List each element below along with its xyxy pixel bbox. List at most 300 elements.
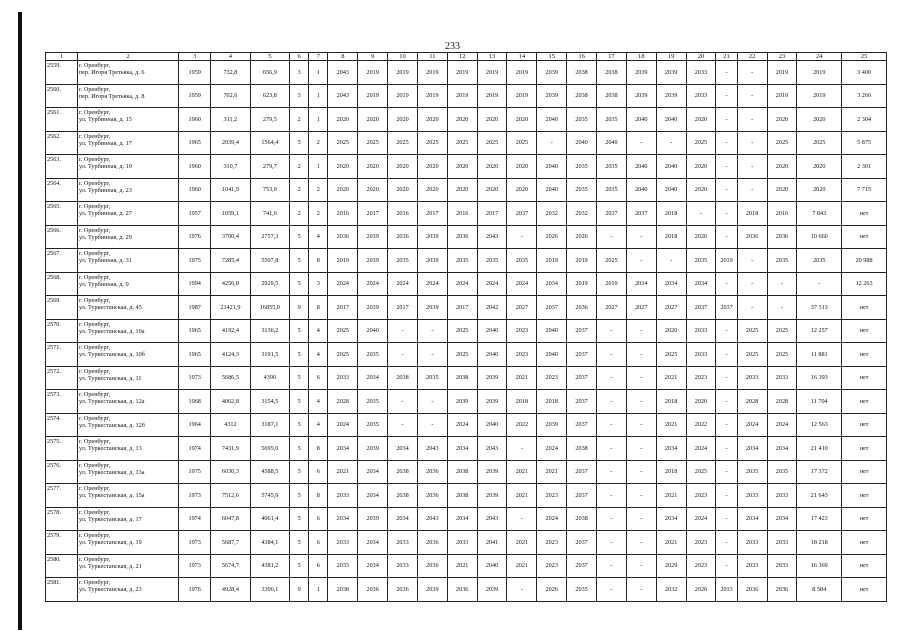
address-street: ул. Туркестанская, д. 11 (78, 374, 142, 382)
column-header: 15 (537, 53, 567, 61)
data-cell: 2040 (358, 319, 388, 343)
address-city: г. Оренбург, (78, 156, 111, 163)
column-header: 19 (656, 53, 686, 61)
data-cell: 2020 (767, 178, 797, 202)
data-cell: 1041,9 (211, 178, 250, 202)
data-cell: 732,8 (211, 61, 250, 85)
data-cell: 2033 (328, 484, 358, 508)
data-cell: 2026 (686, 225, 716, 249)
data-cell: 2039 (477, 484, 507, 508)
data-cell: 16855,0 (250, 296, 289, 320)
data-cell: 17 423 (797, 507, 842, 531)
data-cell: 2035 (767, 460, 797, 484)
data-cell: 2043 (477, 225, 507, 249)
data-cell: 4192,4 (211, 319, 250, 343)
data-cell: 5 (290, 319, 309, 343)
data-cell: 16 369 (797, 554, 842, 578)
data-cell: 2019 (507, 61, 537, 85)
data-cell: 4 (309, 343, 328, 367)
data-cell: - (597, 390, 627, 414)
address-city: г. Оренбург, (78, 344, 111, 351)
data-cell: 3700,4 (211, 225, 250, 249)
data-cell: 2038 (388, 460, 418, 484)
data-cell: 5695,0 (250, 437, 289, 461)
data-cell: 2035 (597, 155, 627, 179)
address-city: г. Оренбург, (78, 109, 111, 116)
data-cell: 8 (309, 296, 328, 320)
data-cell: 7285,4 (211, 249, 250, 273)
data-cell: 2034 (626, 272, 656, 296)
address-city: г. Оренбург, (78, 438, 111, 445)
data-cell: 1994 (179, 272, 211, 296)
data-cell: нет (842, 225, 887, 249)
data-cell: 2043 (417, 507, 447, 531)
data-cell: 5687,7 (211, 531, 250, 555)
data-cell: 2040 (537, 319, 567, 343)
table-row (46, 319, 887, 343)
data-cell: 2026 (537, 225, 567, 249)
address-cell (77, 413, 178, 437)
row-number: 2571. (46, 343, 78, 367)
data-cell: - (797, 272, 842, 296)
data-cell: 2020 (447, 178, 477, 202)
row-number: 2564. (46, 178, 78, 202)
data-cell: 2036 (388, 578, 418, 602)
data-cell: - (626, 437, 656, 461)
data-cell: 2023 (507, 319, 537, 343)
data-cell: 2020 (797, 178, 842, 202)
data-cell: 2020 (358, 108, 388, 132)
data-cell: 1 (309, 61, 328, 85)
data-cell: 2040 (656, 108, 686, 132)
data-cell: - (716, 155, 737, 179)
address-city: г. Оренбург, (78, 532, 111, 539)
row-number: 2579. (46, 531, 78, 555)
data-cell: 6 (309, 531, 328, 555)
data-cell: 4062,8 (211, 390, 250, 414)
data-cell: 2027 (626, 296, 656, 320)
data-cell: 2020 (447, 155, 477, 179)
column-header: 17 (597, 53, 627, 61)
data-cell: 3 400 (842, 61, 887, 85)
data-cell: 2036 (388, 225, 418, 249)
data-cell: 2039 (358, 249, 388, 273)
data-cell: 279,5 (250, 108, 289, 132)
data-cell: 2021 (447, 554, 477, 578)
data-cell: 21421,9 (211, 296, 250, 320)
address-cell (77, 249, 178, 273)
data-cell: 2038 (567, 84, 597, 108)
data-cell: 2040 (537, 155, 567, 179)
address-city: г. Оренбург, (78, 579, 111, 586)
address-city: г. Оренбург, (78, 508, 111, 516)
address-street: ул. Туркестанская, д. 12а (78, 398, 145, 405)
data-cell: 2018 (656, 390, 686, 414)
data-cell: 2016 (767, 202, 797, 226)
data-cell: 2020 (507, 155, 537, 179)
data-cell: 1 (309, 108, 328, 132)
data-cell: 2020 (388, 178, 418, 202)
data-cell: 2021 (507, 366, 537, 390)
data-cell: - (737, 61, 767, 85)
row-number: 2569. (46, 296, 78, 320)
data-cell: 2019 (767, 61, 797, 85)
data-cell: 2024 (686, 507, 716, 531)
data-cell: 2036 (447, 225, 477, 249)
address-city: г. Оренбург, (78, 62, 111, 69)
data-cell: 2037 (507, 202, 537, 226)
data-cell: 8 (309, 484, 328, 508)
data-cell: - (716, 437, 737, 461)
data-cell: нет (842, 578, 887, 602)
data-cell: 2025 (358, 131, 388, 155)
data-cell: 6 (309, 460, 328, 484)
data-cell: 2023 (507, 343, 537, 367)
data-cell: 2035 (767, 249, 797, 273)
address-street: ул. Турбинная, д. 15 (78, 116, 132, 123)
address-street: ул. Турбинная, д. 19 (78, 163, 132, 170)
data-cell: 2017 (447, 296, 477, 320)
data-cell: 2032 (656, 578, 686, 602)
data-cell: 2035 (388, 249, 418, 273)
data-cell: 2024 (477, 272, 507, 296)
table-row (46, 578, 887, 602)
data-cell: - (417, 343, 447, 367)
data-cell: 2024 (447, 272, 477, 296)
data-cell: 4928,4 (211, 578, 250, 602)
data-cell: 279,7 (250, 155, 289, 179)
data-cell: 5 (290, 390, 309, 414)
data-cell: - (716, 531, 737, 555)
data-cell: 2025 (388, 131, 418, 155)
table-body (46, 53, 887, 602)
data-cell: нет (842, 484, 887, 508)
address-street: ул. Туркестанская, д. 17 (78, 515, 142, 523)
table-row (46, 437, 887, 461)
data-cell: 2019 (417, 61, 447, 85)
data-cell: 2035 (417, 366, 447, 390)
data-cell: 1975 (179, 249, 211, 273)
data-cell: - (626, 319, 656, 343)
data-cell: 2039 (417, 249, 447, 273)
data-cell: нет (842, 437, 887, 461)
data-cell: 2023 (686, 366, 716, 390)
data-cell: - (737, 84, 767, 108)
data-cell: 2 (290, 202, 309, 226)
data-cell: - (388, 343, 418, 367)
data-cell: - (626, 225, 656, 249)
data-cell: 1960 (179, 155, 211, 179)
address-cell (77, 507, 178, 531)
column-header: 6 (290, 53, 309, 61)
data-cell: 2039 (477, 578, 507, 602)
data-cell: 2025 (328, 319, 358, 343)
data-cell: 1957 (179, 202, 211, 226)
data-cell: 310,7 (211, 155, 250, 179)
data-cell: - (656, 249, 686, 273)
column-header: 20 (686, 53, 716, 61)
data-cell: - (388, 390, 418, 414)
data-cell: 11 704 (797, 390, 842, 414)
row-number: 2565. (46, 202, 78, 226)
data-cell: 2036 (417, 460, 447, 484)
address-city: г. Оренбург, (78, 226, 111, 234)
data-cell: 2033 (767, 554, 797, 578)
data-cell: 2024 (686, 437, 716, 461)
table-row (46, 155, 887, 179)
data-cell: 2019 (388, 61, 418, 85)
data-cell: 2040 (477, 343, 507, 367)
data-cell: 2033 (328, 554, 358, 578)
data-cell: 18 218 (797, 531, 842, 555)
data-cell: 4381,2 (250, 554, 289, 578)
data-cell: - (626, 390, 656, 414)
data-cell: 2035 (597, 178, 627, 202)
data-cell: нет (842, 531, 887, 555)
data-cell: 2757,3 (250, 225, 289, 249)
data-cell: 2025 (767, 131, 797, 155)
data-cell: 5 (290, 131, 309, 155)
data-cell: 2027 (656, 296, 686, 320)
data-cell: 2033 (686, 61, 716, 85)
address-city: г. Оренбург, (78, 297, 111, 304)
table-row (46, 390, 887, 414)
data-cell: 8 (309, 437, 328, 461)
data-cell: 2020 (686, 155, 716, 179)
data-cell: 2034 (767, 507, 797, 531)
data-cell: 12 563 (797, 413, 842, 437)
data-cell: 2027 (507, 296, 537, 320)
data-cell: 2026 (537, 578, 567, 602)
data-cell: 2019 (567, 249, 597, 273)
data-cell: 2020 (388, 108, 418, 132)
data-cell: 2019 (477, 61, 507, 85)
data-cell: 2036 (328, 225, 358, 249)
data-cell: 2023 (686, 484, 716, 508)
data-cell: 5 (290, 413, 309, 437)
data-cell: нет (842, 390, 887, 414)
data-cell: 2039 (626, 61, 656, 85)
row-number: 2573. (46, 390, 78, 414)
data-cell: 2024 (328, 272, 358, 296)
data-cell: 2020 (328, 108, 358, 132)
data-cell: 5674,7 (211, 554, 250, 578)
data-cell: 2034 (737, 437, 767, 461)
data-cell: 1959 (179, 61, 211, 85)
data-cell: 2038 (597, 84, 627, 108)
data-cell: 2019 (447, 84, 477, 108)
data-cell: 12 257 (797, 319, 842, 343)
data-cell: 2033 (767, 484, 797, 508)
data-cell: 2021 (656, 413, 686, 437)
data-cell: 2035 (358, 343, 388, 367)
data-cell: 2039 (626, 84, 656, 108)
address-street: ул. Турбинная, д. 31 (78, 257, 132, 264)
data-cell: 2034 (388, 507, 418, 531)
data-cell: - (597, 554, 627, 578)
data-cell: 2040 (537, 343, 567, 367)
data-cell: 2033 (686, 319, 716, 343)
data-cell: - (537, 131, 567, 155)
data-cell: 2037 (567, 390, 597, 414)
address-street: ул. Туркестанская, д. 13а (78, 468, 145, 476)
data-cell: 2019 (767, 84, 797, 108)
data-cell: 2016 (388, 202, 418, 226)
data-cell: 2018 (537, 390, 567, 414)
data-cell: 12 263 (842, 272, 887, 296)
header-row (46, 53, 887, 61)
data-cell: 1974 (179, 437, 211, 461)
data-cell: 2034 (656, 437, 686, 461)
data-cell: 5686,5 (211, 366, 250, 390)
data-cell: 5 (290, 554, 309, 578)
data-cell: 2037 (567, 413, 597, 437)
data-cell: нет (842, 296, 887, 320)
data-cell: 2020 (417, 178, 447, 202)
data-cell: - (716, 178, 737, 202)
column-header: 8 (328, 53, 358, 61)
page-number: 233 (445, 41, 460, 52)
address-city: г. Оренбург, (78, 273, 111, 281)
data-cell: 2038 (567, 507, 597, 531)
data-cell: 2018 (656, 460, 686, 484)
row-number: 2572. (46, 366, 78, 390)
data-cell: - (716, 84, 737, 108)
data-cell: - (507, 507, 537, 531)
data-cell: 2034 (656, 507, 686, 531)
row-number: 2568. (46, 272, 78, 296)
row-number: 2563. (46, 155, 78, 179)
data-cell: 6 (309, 554, 328, 578)
address-street: ул. Туркестанская, д. 45 (78, 304, 142, 311)
data-cell: 2034 (358, 484, 388, 508)
address-cell (77, 84, 178, 108)
address-street: ул. Турбинная, д. 27 (78, 210, 132, 217)
data-cell: - (417, 319, 447, 343)
data-cell: 1965 (179, 131, 211, 155)
data-cell: - (716, 484, 737, 508)
data-cell: 2042 (477, 296, 507, 320)
data-cell: 4061,4 (250, 507, 289, 531)
data-cell: 2024 (417, 272, 447, 296)
data-cell: - (597, 366, 627, 390)
data-cell: 1 (309, 84, 328, 108)
column-header: 1 (46, 53, 78, 61)
data-cell: 2025 (447, 343, 477, 367)
table-row (46, 131, 887, 155)
data-cell: 4256,8 (211, 272, 250, 296)
data-cell: - (626, 507, 656, 531)
data-cell: 2038 (388, 484, 418, 508)
address-cell (77, 554, 178, 578)
data-cell: - (716, 343, 737, 367)
data-cell: 5 (290, 460, 309, 484)
data-cell: 2041 (477, 531, 507, 555)
data-cell: 2023 (537, 554, 567, 578)
address-street: ул. Туркестанская, д. 21 (78, 562, 142, 570)
address-street: ул. Турбинная, д. 23 (78, 186, 132, 194)
data-cell: 2020 (388, 155, 418, 179)
data-cell: - (737, 178, 767, 202)
data-cell: 20 988 (842, 249, 887, 273)
column-header: 2 (77, 53, 178, 61)
data-cell: 3 (309, 272, 328, 296)
data-cell: - (388, 319, 418, 343)
address-street: ул. Туркестанская, д. 12б (78, 421, 145, 429)
data-cell: 2025 (767, 343, 797, 367)
data-cell: 2018 (656, 225, 686, 249)
address-cell (77, 61, 178, 85)
data-cell: 2039 (537, 84, 567, 108)
data-cell: 2020 (507, 178, 537, 202)
data-cell: 2025 (507, 131, 537, 155)
data-cell: 2035 (797, 249, 842, 273)
data-cell: 2037 (686, 296, 716, 320)
data-cell: 2033 (686, 84, 716, 108)
data-cell: 753,0 (250, 178, 289, 202)
address-street: ул. Туркестанская, д. 15а (78, 492, 145, 499)
table-row (46, 108, 887, 132)
data-cell: 2036 (417, 554, 447, 578)
data-cell: 2019 (507, 84, 537, 108)
data-cell: 2019 (447, 61, 477, 85)
data-cell: 2036 (417, 484, 447, 508)
data-cell: 2019 (567, 272, 597, 296)
data-cell: 2040 (626, 178, 656, 202)
data-cell: 2017 (477, 202, 507, 226)
data-cell: 3154,5 (250, 390, 289, 414)
data-cell: 2033 (767, 531, 797, 555)
data-cell: 9 (290, 578, 309, 602)
table-row (46, 460, 887, 484)
data-cell: 4 (309, 413, 328, 437)
data-cell: 1973 (179, 554, 211, 578)
data-cell: 2039 (447, 390, 477, 414)
data-cell: 1987 (179, 296, 211, 320)
address-city: г. Оренбург, (78, 414, 111, 422)
data-cell: 2021 (328, 460, 358, 484)
data-cell: 3306,1 (250, 578, 289, 602)
address-city: г. Оренбург, (78, 85, 111, 93)
data-cell: 2037 (597, 202, 627, 226)
data-cell: 1974 (179, 507, 211, 531)
data-cell: 2033 (737, 366, 767, 390)
data-cell: 2034 (328, 507, 358, 531)
data-cell: 2040 (537, 178, 567, 202)
data-cell: 2039 (477, 366, 507, 390)
data-cell: 2023 (686, 554, 716, 578)
data-cell: 2025 (656, 343, 686, 367)
data-cell: 4 (309, 390, 328, 414)
data-cell: 2025 (328, 343, 358, 367)
row-number: 2570. (46, 319, 78, 343)
data-cell: 2025 (417, 131, 447, 155)
data-cell: 5 (290, 343, 309, 367)
data-cell: - (737, 249, 767, 273)
data-cell: 5 (290, 366, 309, 390)
row-number: 2561. (46, 108, 78, 132)
data-cell: - (716, 507, 737, 531)
data-cell: нет (842, 366, 887, 390)
data-cell: 5 (290, 484, 309, 508)
data-cell: 2018 (507, 390, 537, 414)
address-cell (77, 131, 178, 155)
data-cell: 2024 (507, 272, 537, 296)
data-cell: 2020 (767, 108, 797, 132)
address-cell (77, 155, 178, 179)
table-row (46, 178, 887, 202)
address-cell (77, 296, 178, 320)
